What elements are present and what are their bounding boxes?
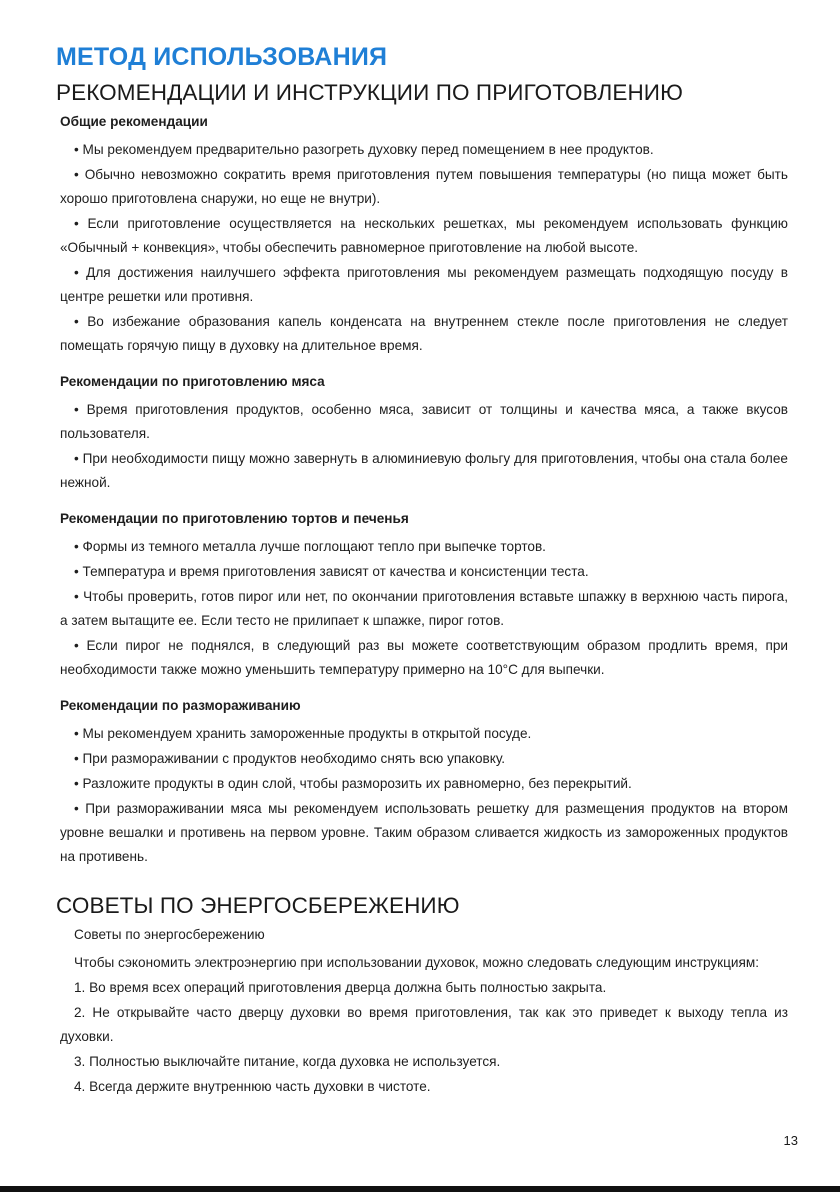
energy-section-title: СОВЕТЫ ПО ЭНЕРГОСБЕРЕЖЕНИЮ: [56, 893, 460, 918]
general-item: • Мы рекомендуем предварительно разогреть духовку перед помещением в нее продуктов.: [74, 142, 654, 157]
energy-item: 1. Во время всех операций приготовления дверца должна быть полностью закрыта.: [74, 980, 607, 995]
defrost-item: • Мы рекомендуем хранить замороженные продукты в открытой посуде.: [74, 726, 532, 741]
general-item: • Для достижения наилучшего эффекта приготовления мы рекомендуем размещать подходящую посуду в центре решетки или противня.: [60, 265, 788, 304]
energy-item: 3. Полностью выключайте питание, когда духовка не используется.: [74, 1054, 501, 1069]
meat-item: • Время приготовления продуктов, особенно мяса, зависит от толщины и качества мяса, а также вкусов пользователя.: [60, 402, 788, 441]
general-item: • Во избежание образования капель конденсата на внутреннем стекле после приготовления не следует помещать горячую пищу в духовку на длительное время.: [60, 314, 788, 353]
cakes-item: • Температура и время приготовления зависят от качества и консистенции теста.: [74, 564, 589, 579]
cakes-recommendations-title: Рекомендации по приготовлению тортов и печенья: [60, 511, 409, 526]
cooking-section-title: РЕКОМЕНДАЦИИ И ИНСТРУКЦИИ ПО ПРИГОТОВЛЕНИЮ: [56, 80, 683, 105]
general-recommendations-title: Общие рекомендации: [60, 114, 208, 129]
general-item: • Обычно невозможно сократить время приготовления путем повышения температуры (но пища может быть хорошо приготовлена снаружи, но еще не внутри).: [60, 167, 788, 206]
general-item: • Если приготовление осуществляется на нескольких решетках, мы рекомендуем использовать функцию «Обычный + конвекция», чтобы обеспечить равномерное приготовление на любой высоте.: [60, 216, 788, 255]
energy-item: 2. Не открывайте часто дверцу духовки во время приготовления, так как это приведет к выходу тепла из духовки.: [60, 1005, 788, 1044]
document-page: [56, 42, 788, 1100]
energy-subtitle: Советы по энергосбережению: [74, 927, 265, 942]
main-title: МЕТОД ИСПОЛЬЗОВАНИЯ: [56, 43, 388, 71]
energy-item: 4. Всегда держите внутреннюю часть духовки в чистоте.: [74, 1079, 431, 1094]
energy-intro: Чтобы сэкономить электроэнергию при использовании духовок, можно следовать следующим инструкциям:: [74, 955, 759, 970]
cakes-item: • Чтобы проверить, готов пирог или нет, по окончании приготовления вставьте шпажку в верхнюю часть пирога, а затем вытащите ее. Если тесто не прилипает к шпажке, пирог готов.: [60, 589, 788, 628]
meat-item: • При необходимости пищу можно завернуть в алюминиевую фольгу для приготовления, чтобы она стала более нежной.: [60, 451, 788, 490]
meat-recommendations-title: Рекомендации по приготовлению мяса: [60, 374, 325, 389]
bottom-rule: [0, 1186, 840, 1192]
page-number: 13: [783, 1133, 798, 1148]
defrost-item: • Разложите продукты в один слой, чтобы разморозить их равномерно, без перекрытий.: [74, 776, 632, 791]
cakes-item: • Формы из темного металла лучше поглощают тепло при выпечке тортов.: [74, 539, 546, 554]
cakes-item: • Если пирог не поднялся, в следующий раз вы можете соответствующим образом продлить время, при необходимости также можно уменьшить температуру примерно на 10°C для выпечки.: [60, 638, 788, 677]
defrost-item: • При размораживании с продуктов необходимо снять всю упаковку.: [74, 751, 506, 766]
defrost-recommendations-title: Рекомендации по размораживанию: [60, 698, 301, 713]
defrost-item: • При размораживании мяса мы рекомендуем использовать решетку для размещения продуктов на втором уровне вешалки и противень на первом уровне. Таким образом сливается жидкость из замороженных продуктов на противень.: [60, 801, 788, 864]
